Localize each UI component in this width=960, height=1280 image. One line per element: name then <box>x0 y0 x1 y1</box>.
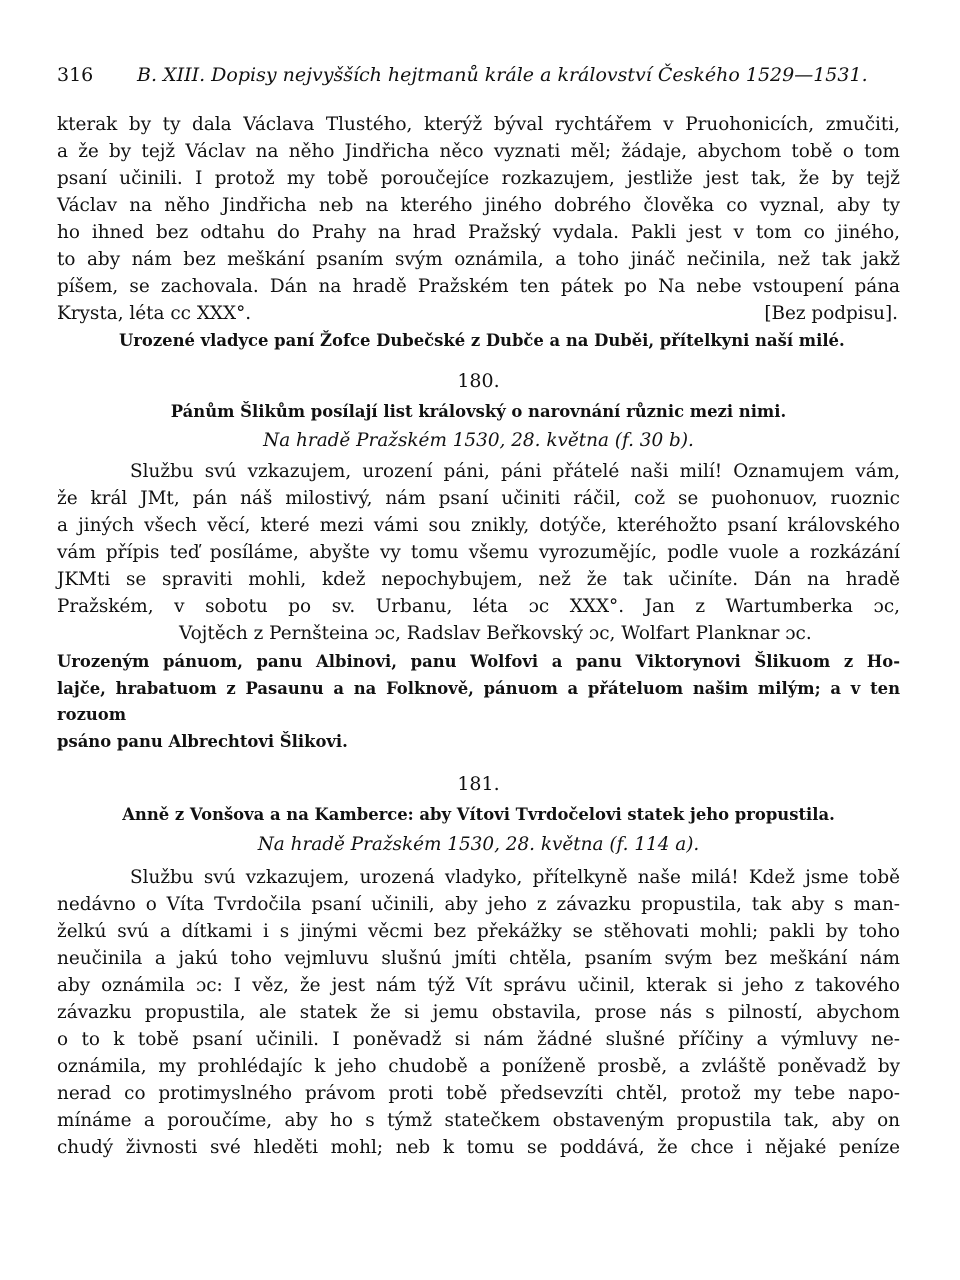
text-line: aby oznámila ɔc: I věz, že jest nám týž Vít správu učinil, kterak si jeho z takového <box>57 974 900 996</box>
running-title: B. XIII. Dopisy nejvyšších hejtmanů krále a království Českého 1529—1531. <box>137 64 868 86</box>
text-line <box>57 300 900 327</box>
text-line: Václav na něho Jindřicha neb na kterého jiného dobrého člověka co vyznal, aby ty <box>57 195 900 216</box>
signature-note: [Bez podpisu]. <box>764 303 898 324</box>
text-line: JKMti se spraviti mohli, kdež nepochybujem, než že tak učiníte. Dán na hradě <box>57 569 900 590</box>
letter-address: psáno panu Albrechtovi Šlikovi. <box>57 731 348 751</box>
text-line: nerad co protimyslného právom proti tobě předsevzíti chtěl, protož my tebe napo- <box>57 1082 900 1104</box>
letter-address: Urozeným pánuom, panu Albinovi, panu Wolfovi a panu Viktorynovi Šlikuom z Ho- <box>57 652 900 671</box>
text-line: mínáme a poroučíme, aby ho s týmž statečkem obstaveným propustila tak, aby on <box>57 1109 900 1131</box>
page-number: 316 <box>57 64 94 86</box>
text-line: o to k tobě psaní učinili. I poněvadž si nám žádné slušné příčiny a výmluvy ne- <box>57 1028 900 1050</box>
text-line: Pražském, v sobotu po sv. Urbanu, léta ɔc XXX°. Jan z Wartumberka ɔc, <box>57 596 900 617</box>
letter-summary: Anně z Vonšova a na Kamberce: aby Vítovi Tvrdočelovi statek jeho propustila. <box>122 805 835 824</box>
text-line: že král JMt, pán náš milostivý, nám psaní učiniti ráčil, což se puohonuov, ruoznic <box>57 488 900 509</box>
text-line: a že by tejž Václav na něho Jindřicha něco vyznati měl; žádaje, abychom tobě o tom <box>57 141 900 162</box>
text-line: kterak by ty dala Václava Tlustého, kterýž býval rychtářem v Pruohonicích, zmučiti, <box>57 114 900 135</box>
letter-dateline: Na hradě Pražském 1530, 28. května (f. 30 b). <box>263 430 694 451</box>
text-line: to aby nám bez meškání psaním svým oznámila, a toho jináč nečinila, než tak jakž <box>57 249 900 270</box>
text-line: Službu svú vzkazujem, urozená vladyko, přítelkyně naše milá! Kdež jsme tobě <box>130 866 900 888</box>
text-line: chudý živnosti své hleděti mohl; neb k tomu se poddává, že chce i nějaké peníze <box>57 1136 900 1158</box>
letter-dateline: Na hradě Pražském 1530, 28. května (f. 114 a). <box>257 833 700 855</box>
text-line: želkú svú a dítkami i s jinými věcmi bez překážky se stěhovati mohli; pakli by toho <box>57 920 900 942</box>
running-header <box>57 62 907 88</box>
text-line: psaní učinili. I protož my tobě poroučejíce rozkazujem, jestliže jest tak, že by tejž <box>57 168 900 189</box>
letter-address: lajče, hrabatuom z Pasaunu a na Folknově, pánuom a přáteluom našim milým; a v ten rozuom <box>57 678 900 724</box>
page-body <box>57 111 900 1161</box>
letter-number: 180. <box>457 369 500 392</box>
text-line: ho ihned bez odtahu do Prahy na hrad Pražský vydala. Pakli jest v tom co jiného, <box>57 222 900 243</box>
text-line: závazku propustila, ale statek že si jemu obstavila, prose nás s pilností, abychom <box>57 1001 900 1023</box>
letter-summary: Pánům Šlikům posílají list královský o narovnání různic mezi nimi. <box>170 401 787 421</box>
text-line: neučinila a jakú toho vejmluvu slušnú jmíti chtěla, psaním svým bez meškání nám <box>57 947 900 969</box>
letter-address: Urozené vladyce paní Žofce Dubečské z Dubče a na Duběi, přítelkyni naší milé. <box>119 331 845 350</box>
text-line: Službu svú vzkazujem, urození páni, páni přátelé naši milí! Oznamujem vám, <box>130 461 900 482</box>
signatures-line: Vojtěch z Pernšteina ɔc, Radslav Beřkovský ɔc, Wolfart Planknar ɔc. <box>179 623 812 644</box>
letter-number: 181. <box>457 773 500 795</box>
letter-179-continuation <box>57 111 900 355</box>
text-line: nedávno o Víta Tvrdočila psaní učinili, aby jeho z závazku propustila, tak aby s man- <box>57 893 900 915</box>
text-line: píšem, se zachovala. Dán na hradě Pražském ten pátek po Na nebe vstoupení pána <box>57 276 900 297</box>
letter-181 <box>57 769 900 1161</box>
text-line: vám přípis teď posíláme, abyšte vy tomu všemu vyrozumějíc, podle vuole a rozkázání <box>57 542 900 563</box>
text-line: oznámila, my prohlédajíc k jeho chudobě a poníženě prosbě, a zvláště poněvadž by <box>57 1055 900 1077</box>
letter-180 <box>57 366 900 756</box>
text-line: a jiných všech věcí, které mezi vámi sou znikly, dotýče, kteréhožto psaní královského <box>57 515 900 536</box>
closing-date: Krysta, léta cc XXX°. <box>57 303 252 324</box>
